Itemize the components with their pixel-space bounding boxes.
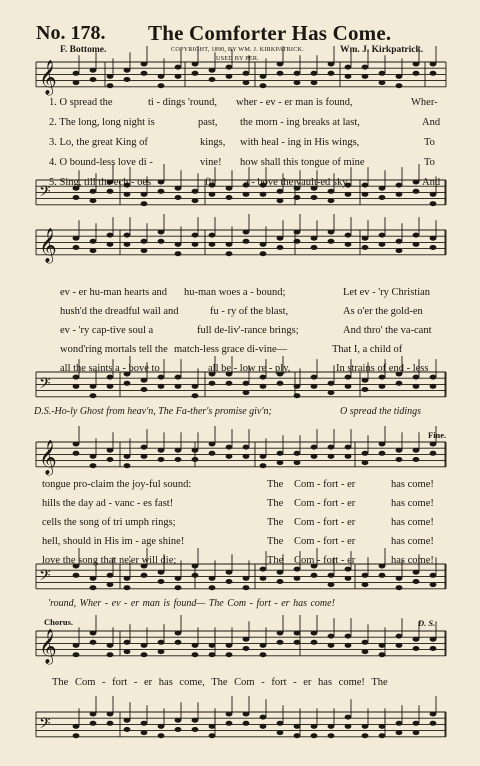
copyright-line-2: USED BY PER. bbox=[216, 55, 259, 62]
svg-text:𝄢: 𝄢 bbox=[39, 374, 51, 396]
svg-text:𝄢: 𝄢 bbox=[39, 182, 51, 204]
svg-text:𝄢: 𝄢 bbox=[39, 714, 51, 736]
author-credit: F. Bottome. bbox=[60, 45, 107, 55]
svg-text:𝄞: 𝄞 bbox=[39, 59, 57, 95]
copyright-line-1: COPYRIGHT, 1890, BY WM. J. KIRKPATRICK. bbox=[171, 46, 304, 53]
ds-return-line: 'round, Wher - ev - er man is found— The Com - fort - er has come! bbox=[48, 598, 335, 609]
hymn-title: The Comforter Has Come. bbox=[148, 21, 392, 45]
chorus-label: Chorus. bbox=[44, 617, 74, 627]
ds-text-line: D.S.-Ho-ly Ghost from heav'n, The Fa-ther's promise giv'n; bbox=[34, 406, 272, 417]
composer-credit: Wm. J. Kirkpatrick. bbox=[340, 45, 424, 55]
chorus-lyrics: The Com - fort - er has come, The Com - fort - er has come! The bbox=[52, 677, 388, 688]
hymn-number: No. 178. bbox=[36, 22, 106, 44]
ds-text-line-end: O spread the tidings bbox=[340, 406, 422, 417]
fine-mark: Fine. bbox=[428, 430, 447, 440]
svg-text:𝄞: 𝄞 bbox=[39, 227, 57, 263]
svg-text:𝄢: 𝄢 bbox=[39, 566, 51, 588]
svg-text:𝄞: 𝄞 bbox=[39, 439, 57, 475]
ds-mark: D. S. bbox=[418, 618, 436, 628]
svg-text:𝄞: 𝄞 bbox=[39, 628, 57, 664]
